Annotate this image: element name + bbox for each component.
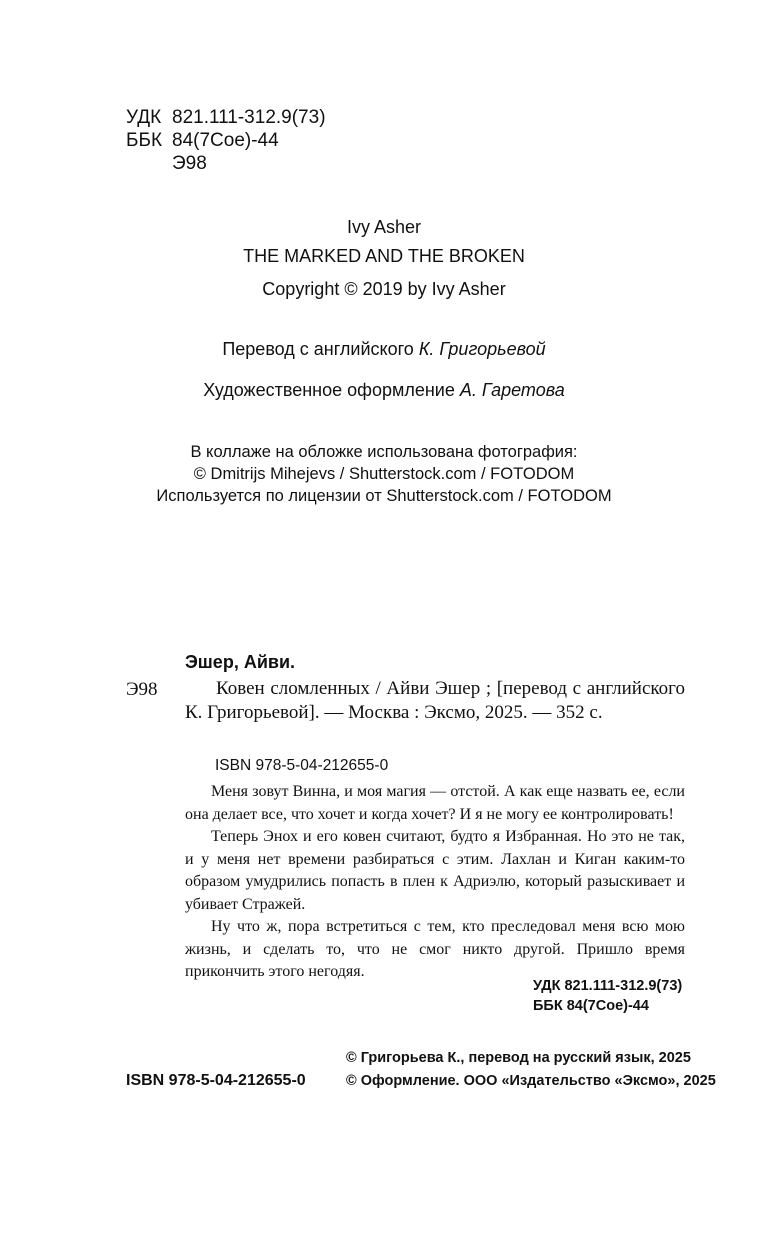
- photo-credit-line3: Используется по лицензии от Shutterstock.com / FOTODOM: [156, 487, 612, 505]
- translator-name: К. Григорьевой: [418, 339, 546, 359]
- translation-prefix: Перевод с английского: [222, 339, 414, 359]
- author-sign: Э98: [172, 153, 207, 174]
- catalog-sign: Э98: [126, 679, 158, 700]
- annotation: [185, 781, 685, 984]
- udk-label: УДК: [126, 107, 162, 128]
- annotation-paragraph-1: Меня зовут Винна, и моя магия — отстой. А как еще назвать ее, если она делает все, что хочет и когда хочет? И я не могу ее контролировать!: [185, 783, 685, 823]
- bbk-value: 84(7Сое)-44: [172, 130, 279, 151]
- original-author: Ivy Asher: [346, 217, 422, 237]
- design-prefix: Художественное оформление: [203, 380, 455, 400]
- catalog-heading: Эшер, Айви.: [185, 652, 296, 672]
- original-title: THE MARKED AND THE BROKEN: [243, 246, 525, 266]
- footer-isbn: ISBN 978-5-04-212655-0: [126, 1072, 306, 1089]
- designer-name: А. Гаретова: [459, 380, 565, 400]
- photo-credit-line2: © Dmitrijs Mihejevs / Shutterstock.com / FOTODOM: [193, 465, 575, 483]
- annotation-paragraph-3: Ну что ж, пора встретиться с тем, кто преследовал меня всю мою жизнь, и сделать то, что не смог никто другой. Пришло время прикончить этого негодяя.: [185, 918, 685, 980]
- design-credit: [0, 380, 768, 401]
- copyright-design: © Оформление. ООО «Издательство «Эксмо», 2025: [346, 1073, 716, 1089]
- translation-credit: [0, 339, 768, 360]
- catalog-isbn: ISBN 978-5-04-212655-0: [215, 757, 389, 774]
- udk-value: 821.111-312.9(73): [172, 107, 326, 128]
- photo-credit-line1: В коллаже на обложке использована фотография:: [190, 443, 578, 461]
- copyright-translation: © Григорьева К., перевод на русский язык, 2025: [346, 1050, 691, 1066]
- annotation-paragraph-2: Теперь Энох и его ковен считают, будто я Избранная. Но это не так, и у меня нет времени разбираться с этим. Лахлан и Киган каким-то образом умудрились попасть в плен к Адриэлю, который разыскивает и убивает Стражей.: [185, 828, 685, 913]
- bbk-label: ББК: [126, 130, 163, 151]
- catalog-bbk: ББК 84(7Сое)-44: [533, 998, 649, 1014]
- catalog-udk: УДК 821.111-312.9(73): [533, 978, 683, 994]
- catalog-description: Ковен сломленных / Айви Эшер ; [перевод с английского К. Григорьевой]. — Москва : Эксмо, 2025. — 352 с.: [185, 678, 685, 723]
- original-copyright: Copyright © 2019 by Ivy Asher: [262, 279, 506, 299]
